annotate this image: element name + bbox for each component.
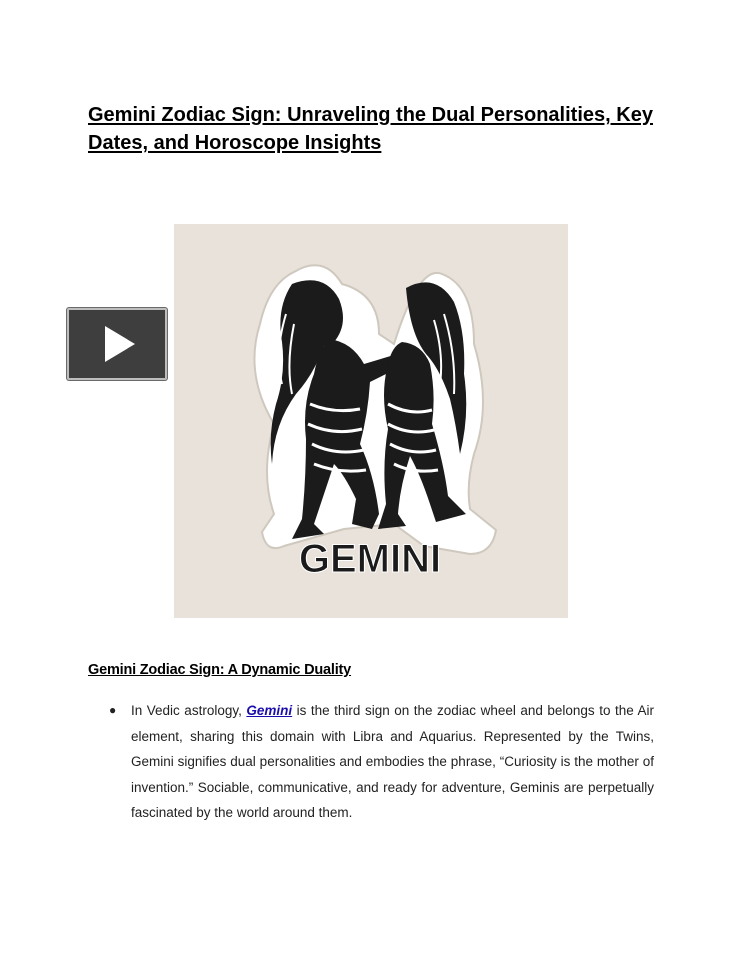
- document-title: Gemini Zodiac Sign: Unraveling the Dual Personalities, Key Dates, and Horoscope Insights: [88, 104, 653, 154]
- bullet-list: [109, 698, 655, 826]
- gemini-zodiac-image: [174, 224, 568, 618]
- play-icon: [105, 326, 135, 362]
- section-heading: Gemini Zodiac Sign: A Dynamic Duality: [88, 662, 352, 678]
- gemini-caption: GEMINI: [298, 537, 442, 581]
- video-play-button[interactable]: [67, 308, 167, 380]
- bullet-marker: ●: [109, 703, 117, 717]
- bullet-text-start: In Vedic astrology,: [131, 703, 247, 718]
- list-item: [109, 698, 655, 826]
- gemini-link[interactable]: Gemini: [246, 703, 293, 718]
- bullet-text-rest: is the third sign on the zodiac wheel and belongs to the Air element, sharing this domain with Libra and Aquarius. Represented by the Twins, Gemini signifies dual personalities and embodies the phrase, “Curiosity is the mother of invention.” Sociable, communicative, and ready for adventure, Geminis are perpetually fascinated by the world around them.: [131, 703, 655, 820]
